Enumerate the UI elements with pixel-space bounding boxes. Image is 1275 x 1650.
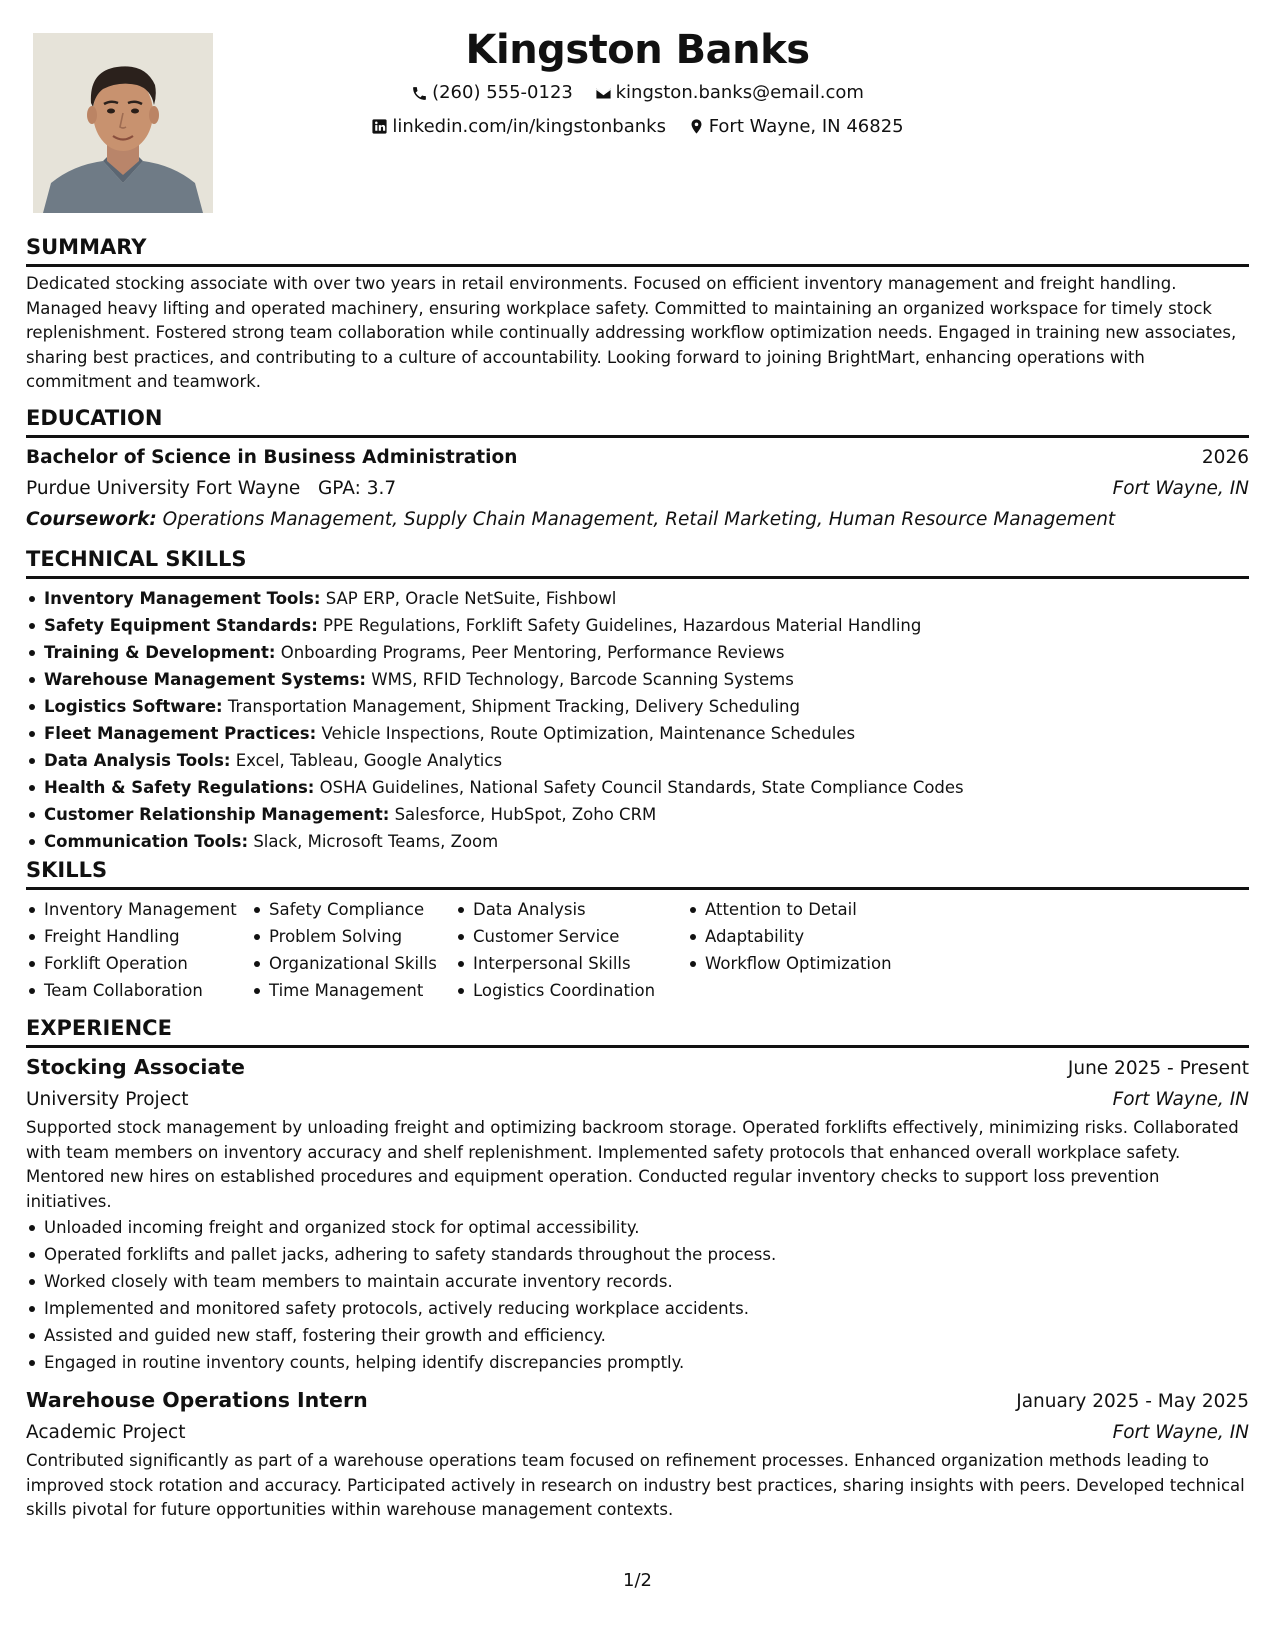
list-item: Attention to Detail — [687, 896, 892, 923]
job-dates: June 2025 - Present — [1067, 1058, 1249, 1079]
skills-section — [26, 856, 1249, 1004]
list-item: Assisted and guided new staff, fostering their growth and efficiency. — [26, 1322, 1249, 1349]
list-item: Health & Safety Regulations: OSHA Guidelines, National Safety Council Standards, State Compliance Codes — [26, 774, 1249, 801]
technical-skills-section — [26, 545, 1249, 855]
list-item: Logistics Software: Transportation Management, Shipment Tracking, Delivery Scheduling — [26, 693, 1249, 720]
job-location: Fort Wayne, IN — [1112, 1422, 1249, 1443]
school-info — [26, 473, 396, 504]
section-title: EXPERIENCE — [26, 1014, 1249, 1048]
summary-text: Dedicated stocking associate with over two years in retail environments. Focused on efficient inventory management and freight handling. Managed heavy lifting and operated machinery, ensuring workplace safety. Committed to maintaining an organized workspace for timely stock replenishment. Fostered strong team collaboration while continually addressing workflow optimization needs. Engaged in training new associates, sharing best practices, and contributing to a culture of accountability. Looking forward to joining BrightMart, enhancing operations with commitment and teamwork. — [26, 274, 1237, 391]
skills-column — [26, 896, 251, 1004]
list-item: Warehouse Management Systems: WMS, RFID Technology, Barcode Scanning Systems — [26, 666, 1249, 693]
section-title: TECHNICAL SKILLS — [26, 545, 1249, 579]
list-item: Workflow Optimization — [687, 950, 892, 977]
list-item: Team Collaboration — [26, 977, 251, 1004]
location-text: Fort Wayne, IN 46825 — [708, 115, 904, 137]
list-item: Customer Service — [455, 923, 687, 950]
phone-text: (260) 555-0123 — [432, 82, 573, 103]
coursework — [26, 504, 1249, 535]
technical-skills-list — [26, 585, 1249, 855]
phone-icon — [411, 85, 428, 102]
summary-section — [26, 233, 1249, 395]
list-item: Inventory Management Tools: SAP ERP, Oracle NetSuite, Fishbowl — [26, 585, 1249, 612]
list-item: Operated forklifts and pallet jacks, adhering to safety standards throughout the process. — [26, 1241, 1249, 1268]
job-header-row — [26, 1051, 1249, 1084]
experience-section — [26, 1014, 1249, 1523]
list-item: Safety Compliance — [251, 896, 455, 923]
job-bullets — [26, 1214, 1249, 1376]
list-item: Safety Equipment Standards: PPE Regulations, Forklift Safety Guidelines, Hazardous Material Handling — [26, 612, 1249, 639]
list-item: Fleet Management Practices: Vehicle Inspections, Route Optimization, Maintenance Schedules — [26, 720, 1249, 747]
list-item: Time Management — [251, 977, 455, 1004]
list-item: Forklift Operation — [26, 950, 251, 977]
list-item: Interpersonal Skills — [455, 950, 687, 977]
list-item: Worked closely with team members to maintain accurate inventory records. — [26, 1268, 1249, 1295]
list-item: Adaptability — [687, 923, 892, 950]
list-item: Communication Tools: Slack, Microsoft Teams, Zoom — [26, 828, 1249, 855]
job-entry — [26, 1384, 1249, 1523]
skills-column — [455, 896, 687, 1004]
coursework-list: Operations Management, Supply Chain Management, Retail Marketing, Human Resource Management — [162, 509, 1116, 530]
page-number: 1/2 — [623, 1570, 652, 1591]
job-org-row — [26, 1084, 1249, 1115]
school-name: Purdue University Fort Wayne — [26, 478, 301, 499]
list-item: Unloaded incoming freight and organized stock for optimal accessibility. — [26, 1214, 1249, 1241]
education-section — [26, 404, 1249, 535]
list-item: Engaged in routine inventory counts, helping identify discrepancies promptly. — [26, 1349, 1249, 1376]
list-item: Training & Development: Onboarding Programs, Peer Mentoring, Performance Reviews — [26, 639, 1249, 666]
school-row — [26, 473, 1249, 504]
email-text[interactable]: kingston.banks@email.com — [615, 82, 864, 103]
skills-column — [687, 896, 892, 1004]
list-item: Problem Solving — [251, 923, 455, 950]
section-title: SUMMARY — [26, 233, 1249, 267]
job-org-row — [26, 1417, 1249, 1448]
section-title: SKILLS — [26, 856, 1249, 890]
gpa: GPA: 3.7 — [317, 478, 397, 499]
list-item: Customer Relationship Management: Salesforce, HubSpot, Zoho CRM — [26, 801, 1249, 828]
job-description: Supported stock management by unloading freight and optimizing backroom storage. Operated forklifts effectively, minimizing risks. Collaborated with team members on inventory accuracy and shelf replenishment. Implemented safety protocols that enhanced overall workplace safety. Mentored new hires on established procedures and equipment operation. Conducted regular inventory checks to support loss prevention initiatives. — [26, 1118, 1239, 1211]
job-org: Academic Project — [26, 1422, 186, 1443]
location-contact — [688, 112, 904, 142]
skills-column — [251, 896, 455, 1004]
job-location: Fort Wayne, IN — [1112, 1089, 1249, 1110]
job-dates: January 2025 - May 2025 — [1016, 1391, 1249, 1412]
coursework-label: Coursework: — [26, 509, 157, 530]
degree-row — [26, 442, 1249, 473]
phone-contact — [411, 78, 573, 108]
resume-header — [0, 22, 1275, 145]
contact-row-1 — [0, 78, 1275, 112]
job-title: Warehouse Operations Intern — [26, 1388, 368, 1412]
email-contact[interactable] — [595, 78, 864, 108]
map-pin-icon — [688, 118, 705, 135]
list-item: Logistics Coordination — [455, 977, 687, 1004]
list-item: Data Analysis — [455, 896, 687, 923]
candidate-name: Kingston Banks — [465, 27, 810, 73]
contact-row-2 — [0, 112, 1275, 146]
job-header-row — [26, 1384, 1249, 1417]
list-item: Freight Handling — [26, 923, 251, 950]
envelope-icon — [595, 85, 612, 102]
linkedin-text[interactable]: linkedin.com/in/kingstonbanks — [392, 115, 666, 137]
degree-name: Bachelor of Science in Business Administration — [26, 447, 518, 468]
job-org: University Project — [26, 1089, 189, 1110]
list-item: Implemented and monitored safety protocols, actively reducing workplace accidents. — [26, 1295, 1249, 1322]
job-title: Stocking Associate — [26, 1055, 245, 1079]
job-entry — [26, 1051, 1249, 1376]
skills-grid — [26, 896, 1249, 1004]
list-item: Organizational Skills — [251, 950, 455, 977]
job-description: Contributed significantly as part of a warehouse operations team focused on refinement processes. Enhanced organization methods leading to improved stock rotation and accuracy. Participated actively in research on industry best practices, sharing insights with peers. Developed technical skills pivotal for future opportunities within warehouse management contexts. — [26, 1451, 1245, 1519]
graduation-year: 2026 — [1201, 447, 1249, 468]
linkedin-contact[interactable] — [371, 112, 666, 142]
linkedin-icon — [371, 118, 388, 135]
list-item: Inventory Management — [26, 896, 251, 923]
school-location: Fort Wayne, IN — [1112, 478, 1249, 499]
list-item: Data Analysis Tools: Excel, Tableau, Google Analytics — [26, 747, 1249, 774]
section-title: EDUCATION — [26, 404, 1249, 438]
